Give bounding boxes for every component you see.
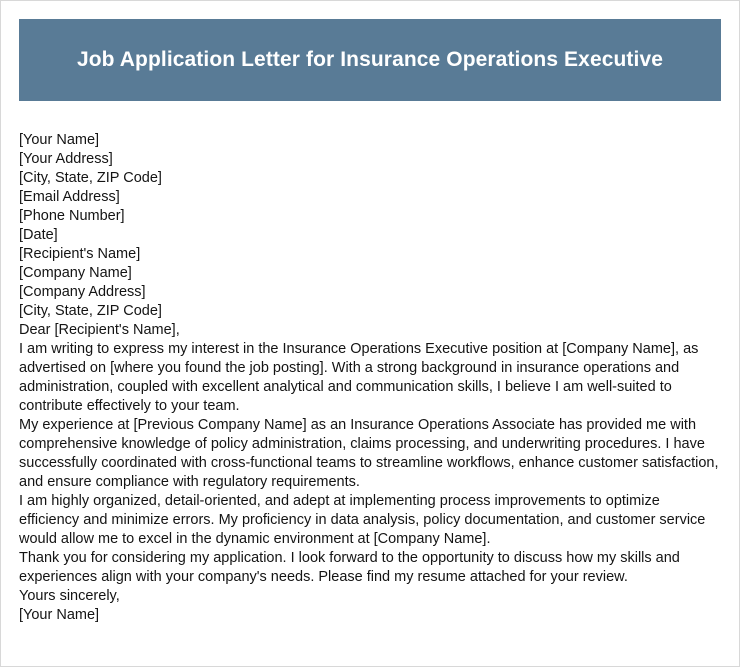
recipient-line: [Recipient's Name] (19, 246, 141, 262)
letter-body (1, 101, 739, 625)
body-paragraph-4: Thank you for considering my application. I look forward to the opportunity to discuss how my skills and experiences align with your company's needs. Please find my resume attached for your review. (19, 550, 680, 585)
body-paragraph-1: I am writing to express my interest in the Insurance Operations Executive position at [Company Name], as advertised on [where you found the job posting]. With a strong background in insurance operations and administration, coupled with excellent analytical and communication skills, I believe I am well-suited to contribute effectively to your team. (19, 341, 699, 414)
recipient-line: [Company Address] (19, 284, 146, 300)
salutation: Dear [Recipient's Name], (19, 322, 180, 338)
sender-line: [Phone Number] (19, 208, 125, 224)
sender-line: [Your Name] (19, 132, 100, 148)
document-header-band (19, 19, 721, 101)
sender-line: [Your Address] (19, 151, 113, 167)
recipient-line: [City, State, ZIP Code] (19, 303, 162, 319)
sender-line: [City, State, ZIP Code] (19, 170, 162, 186)
sender-address-block (19, 131, 721, 245)
sender-line: [Email Address] (19, 189, 120, 205)
closing: Yours sincerely, (19, 588, 120, 604)
date-line: [Date] (19, 227, 58, 243)
page-title: Job Application Letter for Insurance Operations Executive (76, 47, 664, 71)
body-paragraph-2: My experience at [Previous Company Name] as an Insurance Operations Associate has provided me with comprehensive knowledge of policy administration, claims processing, and underwriting procedures. I have successfully coordinated with cross-functional teams to streamline workflows, enhance customer satisfaction, and ensure compliance with regulatory requirements. (19, 417, 719, 490)
body-paragraph-3: I am highly organized, detail-oriented, and adept at implementing process improvements to optimize efficiency and minimize errors. My proficiency in data analysis, policy documentation, and customer service would allow me to excel in the dynamic environment at [Company Name]. (19, 493, 706, 547)
recipient-line: [Company Name] (19, 265, 132, 281)
signature: [Your Name] (19, 607, 100, 623)
recipient-address-block (19, 245, 721, 321)
